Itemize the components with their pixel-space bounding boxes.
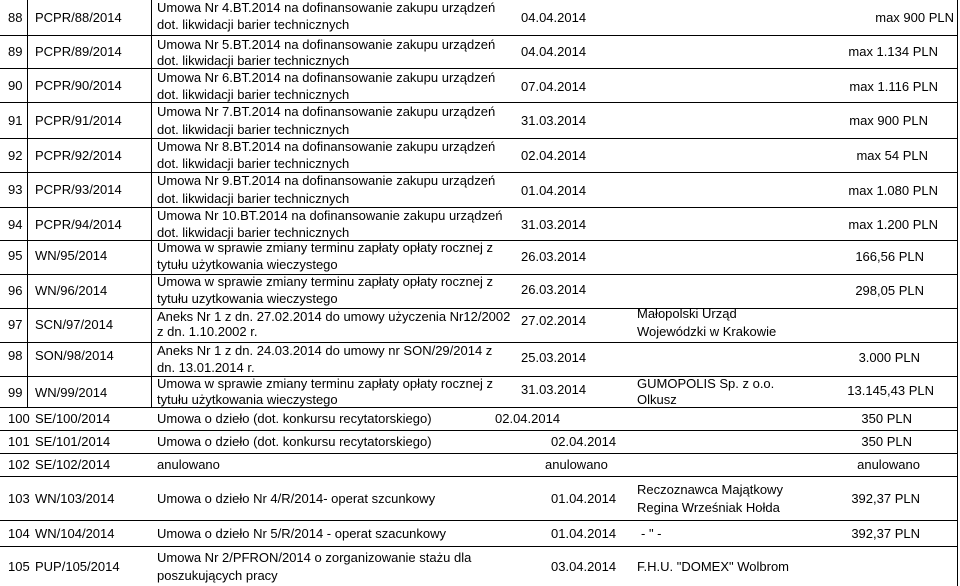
row-description-line2: dot. likwidacji barier technicznych bbox=[157, 191, 350, 206]
row-description-line2: poszukujących pracy bbox=[157, 568, 278, 583]
row-signature: SE/100/2014 bbox=[35, 411, 111, 426]
row-date: 26.03.2014 bbox=[521, 249, 587, 264]
row-party-line2: Wojewódzki w Krakowie bbox=[637, 324, 777, 339]
row-signature: WN/99/2014 bbox=[35, 385, 108, 400]
row-description-line2: dot. likwidacji barier technicznych bbox=[157, 17, 350, 32]
row-signature: PCPR/90/2014 bbox=[35, 78, 122, 93]
row-description-line2: tytułu użytkowania wieczystego bbox=[157, 392, 338, 407]
row-date: 03.04.2014 bbox=[551, 559, 617, 574]
row-date: 02.04.2014 bbox=[521, 148, 587, 163]
row-description-line1: Umowa w sprawie zmiany terminu zapłaty opłaty rocznej z bbox=[157, 240, 493, 255]
row-description-line1: Umowa Nr 9.BT.2014 na dofinansowanie zakupu urządzeń bbox=[157, 173, 496, 188]
table-row bbox=[0, 103, 958, 139]
row-number: 91 bbox=[8, 113, 23, 128]
row-number: 88 bbox=[8, 10, 23, 25]
row-description-line1: Umowa o dzieło Nr 4/R/2014- operat szcunkowy bbox=[157, 491, 436, 506]
table-row bbox=[0, 241, 958, 275]
row-description-line1: Umowa Nr 5.BT.2014 na dofinansowanie zakupu urządzeń bbox=[157, 37, 496, 52]
row-signature: PCPR/92/2014 bbox=[35, 148, 122, 163]
row-amount: anulowano bbox=[857, 457, 920, 472]
row-description-line1: Umowa Nr 7.BT.2014 na dofinansowanie zakupu urządzeń bbox=[157, 104, 496, 119]
row-description-line1: Umowa Nr 4.BT.2014 na dofinansowanie zakupu urządzeń bbox=[157, 0, 496, 15]
row-description-line2: dot. likwidacji barier technicznych bbox=[157, 156, 350, 171]
row-number: 101 bbox=[8, 434, 30, 449]
row-date: 31.03.2014 bbox=[521, 113, 587, 128]
row-amount: 298,05 PLN bbox=[855, 283, 924, 298]
row-signature: WN/95/2014 bbox=[35, 248, 108, 263]
row-amount: 166,56 PLN bbox=[855, 249, 924, 264]
row-signature: PCPR/91/2014 bbox=[35, 113, 122, 128]
row-description-line2: dot. likwidacji barier technicznych bbox=[157, 53, 350, 68]
row-party-line1: GUMOPOLIS Sp. z o.o. bbox=[637, 376, 775, 391]
row-description-line1: Umowa o dzieło (dot. konkursu recytatorskiego) bbox=[157, 434, 432, 449]
table-row bbox=[0, 431, 958, 454]
row-description-line1: Umowa Nr 6.BT.2014 na dofinansowanie zakupu urządzeń bbox=[157, 70, 496, 85]
table-row bbox=[0, 408, 958, 431]
table-row bbox=[0, 69, 958, 103]
row-number: 97 bbox=[8, 317, 23, 332]
table-row bbox=[0, 208, 958, 241]
row-number: 89 bbox=[8, 44, 23, 59]
row-signature: WN/103/2014 bbox=[35, 491, 115, 506]
row-date: 04.04.2014 bbox=[521, 44, 587, 59]
table-row bbox=[0, 547, 958, 586]
row-amount: max 1.134 PLN bbox=[848, 44, 938, 59]
row-description-line1: Aneks Nr 1 z dn. 24.03.2014 do umowy nr SON/29/2014 z bbox=[157, 343, 493, 358]
table-row bbox=[0, 454, 958, 477]
row-description-line2: dot. likwidacji barier technicznych bbox=[157, 87, 350, 102]
row-description-line2: dn. 13.01.2014 r. bbox=[157, 360, 255, 375]
row-description-line2: dot. likwidacji barier technicznych bbox=[157, 225, 350, 240]
row-description-line1: Umowa w sprawie zmiany terminu zapłaty opłaty rocznej z bbox=[157, 274, 493, 289]
row-date: 02.04.2014 bbox=[495, 411, 561, 426]
row-signature: WN/104/2014 bbox=[35, 526, 115, 541]
row-amount: max 900 PLN bbox=[875, 10, 954, 25]
row-party-line2: Regina Wrześniak Hołda bbox=[637, 500, 780, 515]
row-date: anulowano bbox=[545, 457, 608, 472]
row-description-line1: Aneks Nr 1 z dn. 27.02.2014 do umowy użyczenia Nr12/2002 bbox=[157, 309, 511, 324]
row-date: 31.03.2014 bbox=[521, 382, 587, 397]
row-number: 105 bbox=[8, 559, 30, 574]
row-amount: max 900 PLN bbox=[849, 113, 928, 128]
row-number: 100 bbox=[8, 411, 30, 426]
row-date: 07.04.2014 bbox=[521, 79, 587, 94]
row-signature: PCPR/88/2014 bbox=[35, 10, 122, 25]
row-number: 99 bbox=[8, 385, 23, 400]
row-date: 02.04.2014 bbox=[551, 434, 617, 449]
row-signature: SCN/97/2014 bbox=[35, 317, 114, 332]
row-description-line1: anulowano bbox=[157, 457, 220, 472]
row-amount: 350 PLN bbox=[861, 411, 912, 426]
row-signature: PUP/105/2014 bbox=[35, 559, 120, 574]
table-row bbox=[0, 377, 958, 408]
row-signature: PCPR/89/2014 bbox=[35, 44, 122, 59]
row-description-line1: Umowa Nr 2/PFRON/2014 o zorganizowanie stażu dla bbox=[157, 550, 472, 565]
row-date: 01.04.2014 bbox=[551, 491, 617, 506]
row-number: 96 bbox=[8, 283, 23, 298]
row-number: 93 bbox=[8, 182, 23, 197]
row-signature: SE/102/2014 bbox=[35, 457, 111, 472]
row-number: 95 bbox=[8, 248, 23, 263]
row-description-line1: Umowa Nr 8.BT.2014 na dofinansowanie zakupu urządzeń bbox=[157, 139, 496, 154]
row-date: 31.03.2014 bbox=[521, 217, 587, 232]
row-description-line1: Umowa o dzieło (dot. konkursu recytatorskiego) bbox=[157, 411, 432, 426]
row-description-line1: Umowa Nr 10.BT.2014 na dofinansowanie zakupu urządzeń bbox=[157, 208, 503, 223]
row-amount: 392,37 PLN bbox=[851, 526, 920, 541]
row-party-line1: Reczoznawca Majątkowy bbox=[637, 482, 783, 497]
row-amount: 392,37 PLN bbox=[851, 491, 920, 506]
row-number: 102 bbox=[8, 457, 30, 472]
table-row bbox=[0, 343, 958, 377]
table-row bbox=[0, 306, 958, 343]
row-date: 27.02.2014 bbox=[521, 313, 587, 328]
row-description-line2: tytułu uzytkowania wieczystego bbox=[157, 291, 338, 306]
row-number: 104 bbox=[8, 526, 30, 541]
row-description-line1: Umowa o dzieło Nr 5/R/2014 - operat szacunkowy bbox=[157, 526, 447, 541]
row-amount: 350 PLN bbox=[861, 434, 912, 449]
row-amount: 3.000 PLN bbox=[858, 350, 920, 365]
row-signature: PCPR/93/2014 bbox=[35, 182, 122, 197]
row-party-line1: Małopolski Urząd bbox=[637, 306, 737, 321]
row-party-line1: F.H.U. "DOMEX" Wolbrom bbox=[637, 559, 790, 574]
row-number: 98 bbox=[8, 348, 23, 363]
row-description-line2: z dn. 1.10.2002 r. bbox=[157, 324, 258, 339]
table-row bbox=[0, 477, 958, 521]
row-amount: 13.145,43 PLN bbox=[847, 383, 934, 398]
row-description-line1: Umowa w sprawie zmiany terminu zapłaty opłaty rocznej z bbox=[157, 376, 493, 391]
row-signature: SE/101/2014 bbox=[35, 434, 111, 449]
row-date: 01.04.2014 bbox=[521, 183, 587, 198]
row-date: 25.03.2014 bbox=[521, 350, 587, 365]
row-signature: PCPR/94/2014 bbox=[35, 217, 122, 232]
table-row bbox=[0, 521, 958, 547]
row-signature: SON/98/2014 bbox=[35, 348, 114, 363]
row-amount: max 1.200 PLN bbox=[848, 217, 938, 232]
table-row bbox=[0, 0, 958, 36]
row-amount: max 1.080 PLN bbox=[848, 183, 938, 198]
row-party-line1: - " - bbox=[641, 526, 662, 541]
row-number: 103 bbox=[8, 491, 30, 506]
row-date: 26.03.2014 bbox=[521, 282, 587, 297]
row-signature: WN/96/2014 bbox=[35, 283, 108, 298]
table-row bbox=[0, 275, 958, 309]
row-party-line2: Olkusz bbox=[637, 392, 677, 407]
row-amount: max 1.116 PLN bbox=[849, 79, 938, 94]
table-row bbox=[0, 173, 958, 208]
row-number: 92 bbox=[8, 148, 23, 163]
row-number: 94 bbox=[8, 217, 23, 232]
row-date: 01.04.2014 bbox=[551, 526, 617, 541]
table-row bbox=[0, 36, 958, 69]
row-date: 04.04.2014 bbox=[521, 10, 587, 25]
row-amount: max 54 PLN bbox=[856, 148, 928, 163]
row-description-line2: dot. likwidacji barier technicznych bbox=[157, 122, 350, 137]
table-row bbox=[0, 139, 958, 173]
row-number: 90 bbox=[8, 78, 23, 93]
row-description-line2: tytułu użytkowania wieczystego bbox=[157, 257, 338, 272]
